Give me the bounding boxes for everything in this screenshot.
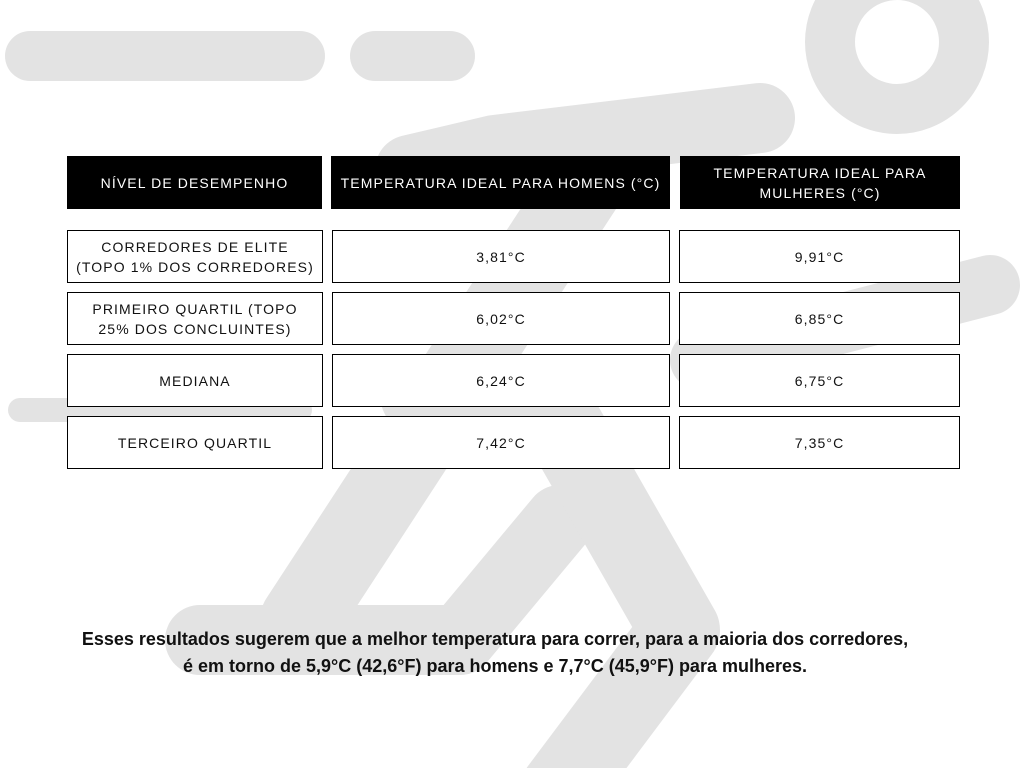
column-header-performance-level: NÍVEL DE DESEMPENHO (67, 156, 322, 209)
table-cell-men: 6,24°C (332, 354, 670, 407)
column-header-women-temperature: TEMPERATURA IDEAL PARA MULHERES (°C) (680, 156, 960, 209)
table-cell-women: 6,85°C (679, 292, 960, 345)
table-cell-men: 7,42°C (332, 416, 670, 469)
table-cell-level: TERCEIRO QUARTIL (67, 416, 323, 469)
table-cell-men: 3,81°C (332, 230, 670, 283)
column-header-men-temperature: TEMPERATURA IDEAL PARA HOMENS (°C) (331, 156, 670, 209)
conclusion-text: Esses resultados sugerem que a melhor temperatura para correr, para a maioria dos corredores, é em torno de 5,9°C (42,6°F) para homens e 7,7°C (45,9°F) para mulheres. (81, 629, 909, 676)
table-cell-level: PRIMEIRO QUARTIL (TOPO 25% DOS CONCLUINTES) (67, 292, 323, 345)
table-cell-women: 6,75°C (679, 354, 960, 407)
table-cell-level: MEDIANA (67, 354, 323, 407)
table-cell-level: CORREDORES DE ELITE (TOPO 1% DOS CORREDORES) (67, 230, 323, 283)
table-cell-women: 7,35°C (679, 416, 960, 469)
table-cell-women: 9,91°C (679, 230, 960, 283)
table-cell-men: 6,02°C (332, 292, 670, 345)
